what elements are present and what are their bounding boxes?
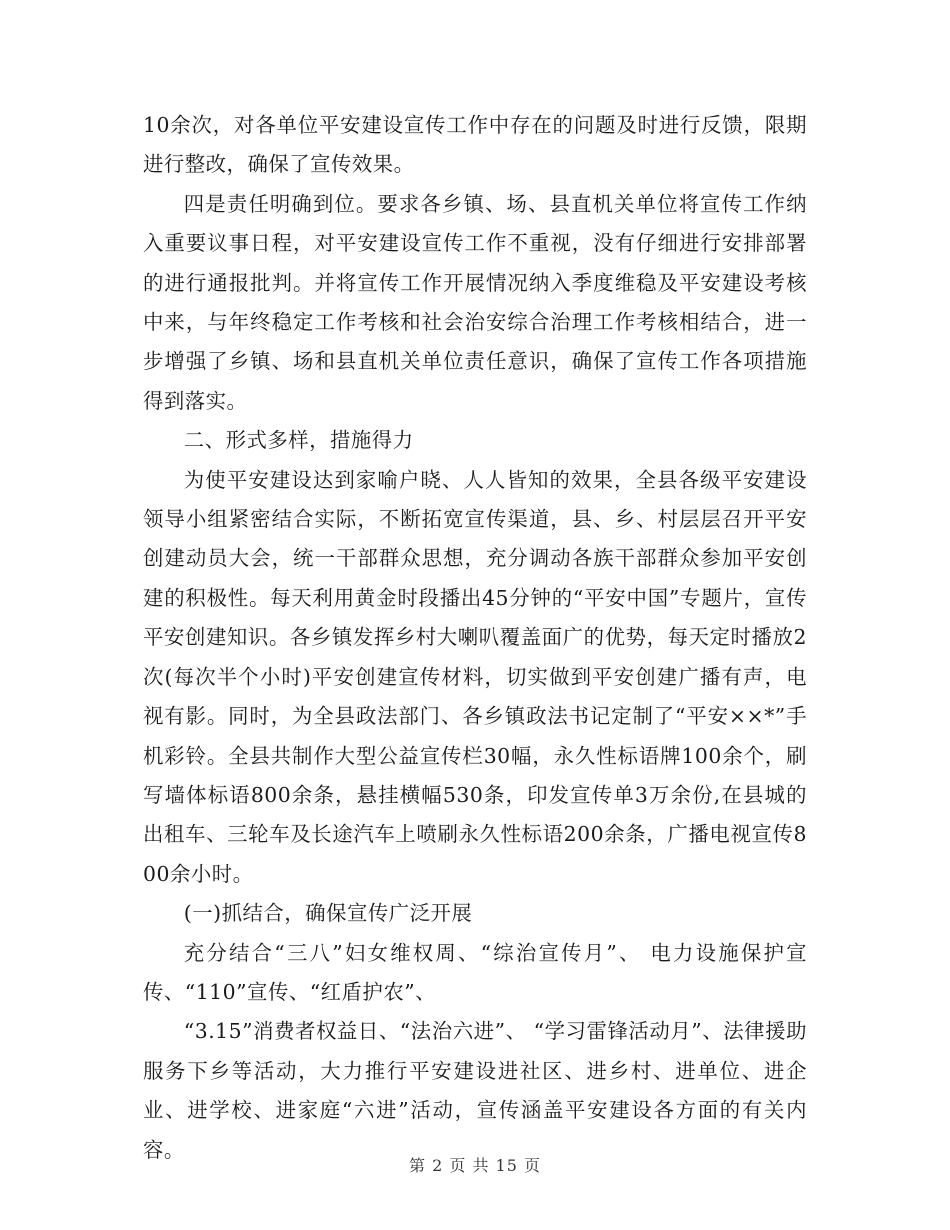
paragraph-2: 四是责任明确到位。要求各乡镇、场、县直机关单位将宣传工作纳入重要议事日程，对平安建设宣传工作不重视，没有仔细进行安排部署的进行通报批判。并将宣传工作开展情况纳入季度维稳及平安建设考核中来，与年终稳定工作考核和社会治安综合治理工作考核相结合，进一步增强了乡镇、场和县直机关单位责任意识，确保了宣传工作各项措施得到落实。 — [143, 191, 807, 413]
section-heading-2: 二、形式多样，措施得力 — [183, 428, 414, 453]
paragraph-1: 10余次，对各单位平安建设宣传工作中存在的问题及时进行反馈，限期进行整改，确保了宣传效果。 — [143, 113, 807, 177]
document-body — [143, 106, 807, 1170]
paragraph-5: “3.15”消费者权益日、“法治六进”、 “学习雷锋活动月”、法律援助服务下乡等活动，大力推行平安建设进社区、进乡村、进单位、进企业、进学校、进家庭“六进”活动，宣传涵盖平安建设各方面的有关内容。 — [143, 1019, 807, 1162]
subsection-heading-1: (一)抓结合，确保宣传广泛开展 — [183, 901, 473, 926]
page-number: 第 2 页 共 15 页 — [409, 1156, 541, 1175]
page-footer — [0, 1153, 950, 1176]
paragraph-3: 为使平安建设达到家喻户晓、人人皆知的效果，全县各级平安建设领导小组紧密结合实际，不断拓宽宣传渠道，县、乡、村层层召开平安创建动员大会，统一干部群众思想，充分调动各族干部群众参加平安创建的积极性。每天利用黄金时段播出45分钟的“平安中国”专题片，宣传平安创建知识。各乡镇发挥乡村大喇叭覆盖面广的优势，每天定时播放2次(每次半个小时)平安创建宣传材料，切实做到平安创建广播有声，电视有影。同时，为全县政法部门、各乡镇政法书记定制了“平安××*”手机彩铃。全县共制作大型公益宣传栏30幅，永久性标语牌100余个，刷写墙体标语800余条，悬挂横幅530条，印发宣传单3万余份,在县城的出租车、三轮车及长途汽车上喷刷永久性标语200余条，广播电视宣传800余小时。 — [143, 467, 807, 886]
paragraph-4: 充分结合“三八”妇女维权周、“综治宣传月”、 电力设施保护宣传、“110”宣传、“红盾护农”、 — [143, 940, 807, 1004]
